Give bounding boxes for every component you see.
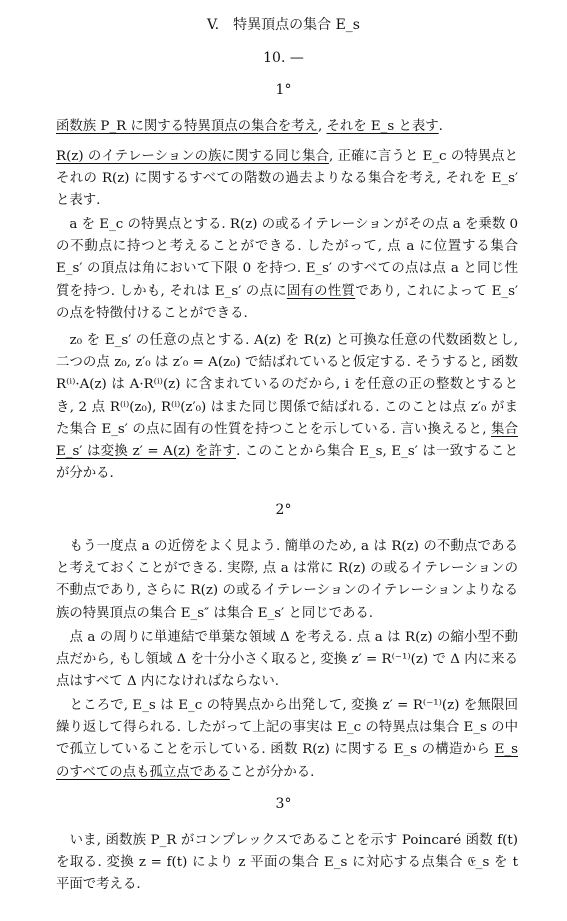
underlined-phrase: それを E_s と表す — [326, 119, 439, 134]
underlined-phrase: 函数族 P_R に関する特異頂点の集合を考え — [56, 119, 318, 134]
underlined-phrase: 集合 E_s′ は変換 z′ = A(z) を許す — [56, 421, 519, 460]
paragraph-6: 点 a の周りに単連結で単葉な領域 Δ を考える. 点 a は R(z) の縮小型不動点だから, もし領域 Δ を十分小さく取ると, 変換 z′ = R⁽⁻¹⁾(z) で Δ 内に来る点はすべて Δ 内になければならない. — [56, 630, 518, 690]
paragraph-5: もう一度点 a の近傍をよく見よう. 簡単のため, a は R(z) の不動点であると考えておくことができる. 実際, 点 a は常に R(z) の或るイテレーションの不動点であり, さらに R(z) の或るイテレーションのイテレーションよりなる族の特異頂点の集合 E_s″ は集合 E_s′ と同じである. — [56, 539, 518, 621]
paragraph-2: R(z) のイテレーションの族に関する同じ集合, 正確に言うと E_c の特異点とそれの R(z) に関するすべての階数の過去よりなる集合を考え, それを E_s′ と表す. — [56, 149, 518, 209]
paragraph-3: a を E_c の特異点とする. R(z) の或るイテレーションがその点 a を乗数 0 の不動点に持つと考えることができる. したがって, 点 a に位置する集合 E_s′ の頂点は角において下限 0 を持つ. E_s′ のすべての点は点 a と同じ性質を持つ. しかも, それは E_s′ の点に固有の性質であり, これによって E_s′ の点を特徴付けることができる. — [56, 217, 518, 321]
underlined-phrase: R(z) のイテレーションの族に関する同じ集合 — [56, 149, 330, 164]
paragraph-4: z₀ を E_s′ の任意の点とする. A(z) を R(z) と可換な任意の代数函数とし, 二つの点 z₀, z′₀ は z′₀ = A(z₀) で結ばれていると仮定する. そうすると, 函数 R⁽ⁱ⁾·A(z) は A·R⁽ⁱ⁾(z) に含まれているのだから, i を任意の正の整数とするとき, 2 点 R⁽ⁱ⁾(z₀), R⁽ⁱ⁾(z′₀) はまた同じ関係で結ばれる. このことは点 z′₀ がまた集合 E_s′ の点に固有の性質を持つことを示している. 言い換えると, 集合 E_s′ は変換 z′ = A(z) を許す. このことから集合 E_s, E_s′ は一致することが分かる. — [56, 333, 519, 482]
chapter-title: V. 特異頂点の集合 E_s — [207, 17, 360, 33]
section-number: 10. — — [263, 50, 304, 66]
underlined-phrase: 固有の性質 — [286, 283, 356, 299]
paragraph-7: ところで, E_s は E_c の特異点から出発して, 変換 z′ = R⁽⁻¹⁾(z) を無限回繰り返して得られる. したがって上記の事実は E_c の特異点は集合 E_s の中で孤立していることを示している. 函数 R(z) に関する E_s の構造から E_s のすべての点も孤立点であることが分かる. — [56, 698, 518, 780]
subsection-1-heading: 1° — [275, 82, 292, 98]
paragraph-1: 函数族 P_R に関する特異頂点の集合を考え, それを E_s と表す. — [56, 119, 443, 134]
underlined-phrase: E_s のすべての点も孤立点である — [56, 742, 518, 780]
paragraph-8: いま, 函数族 P_R がコンプレックスであることを示す Poincaré 函数 f(t) を取る. 変換 z = f(t) により z 平面の集合 E_s に対応する点集合 𝔈_s を t 平面で考える. — [56, 833, 518, 893]
subsection-2-heading: 2° — [275, 502, 292, 518]
subsection-3-heading: 3° — [275, 796, 292, 812]
